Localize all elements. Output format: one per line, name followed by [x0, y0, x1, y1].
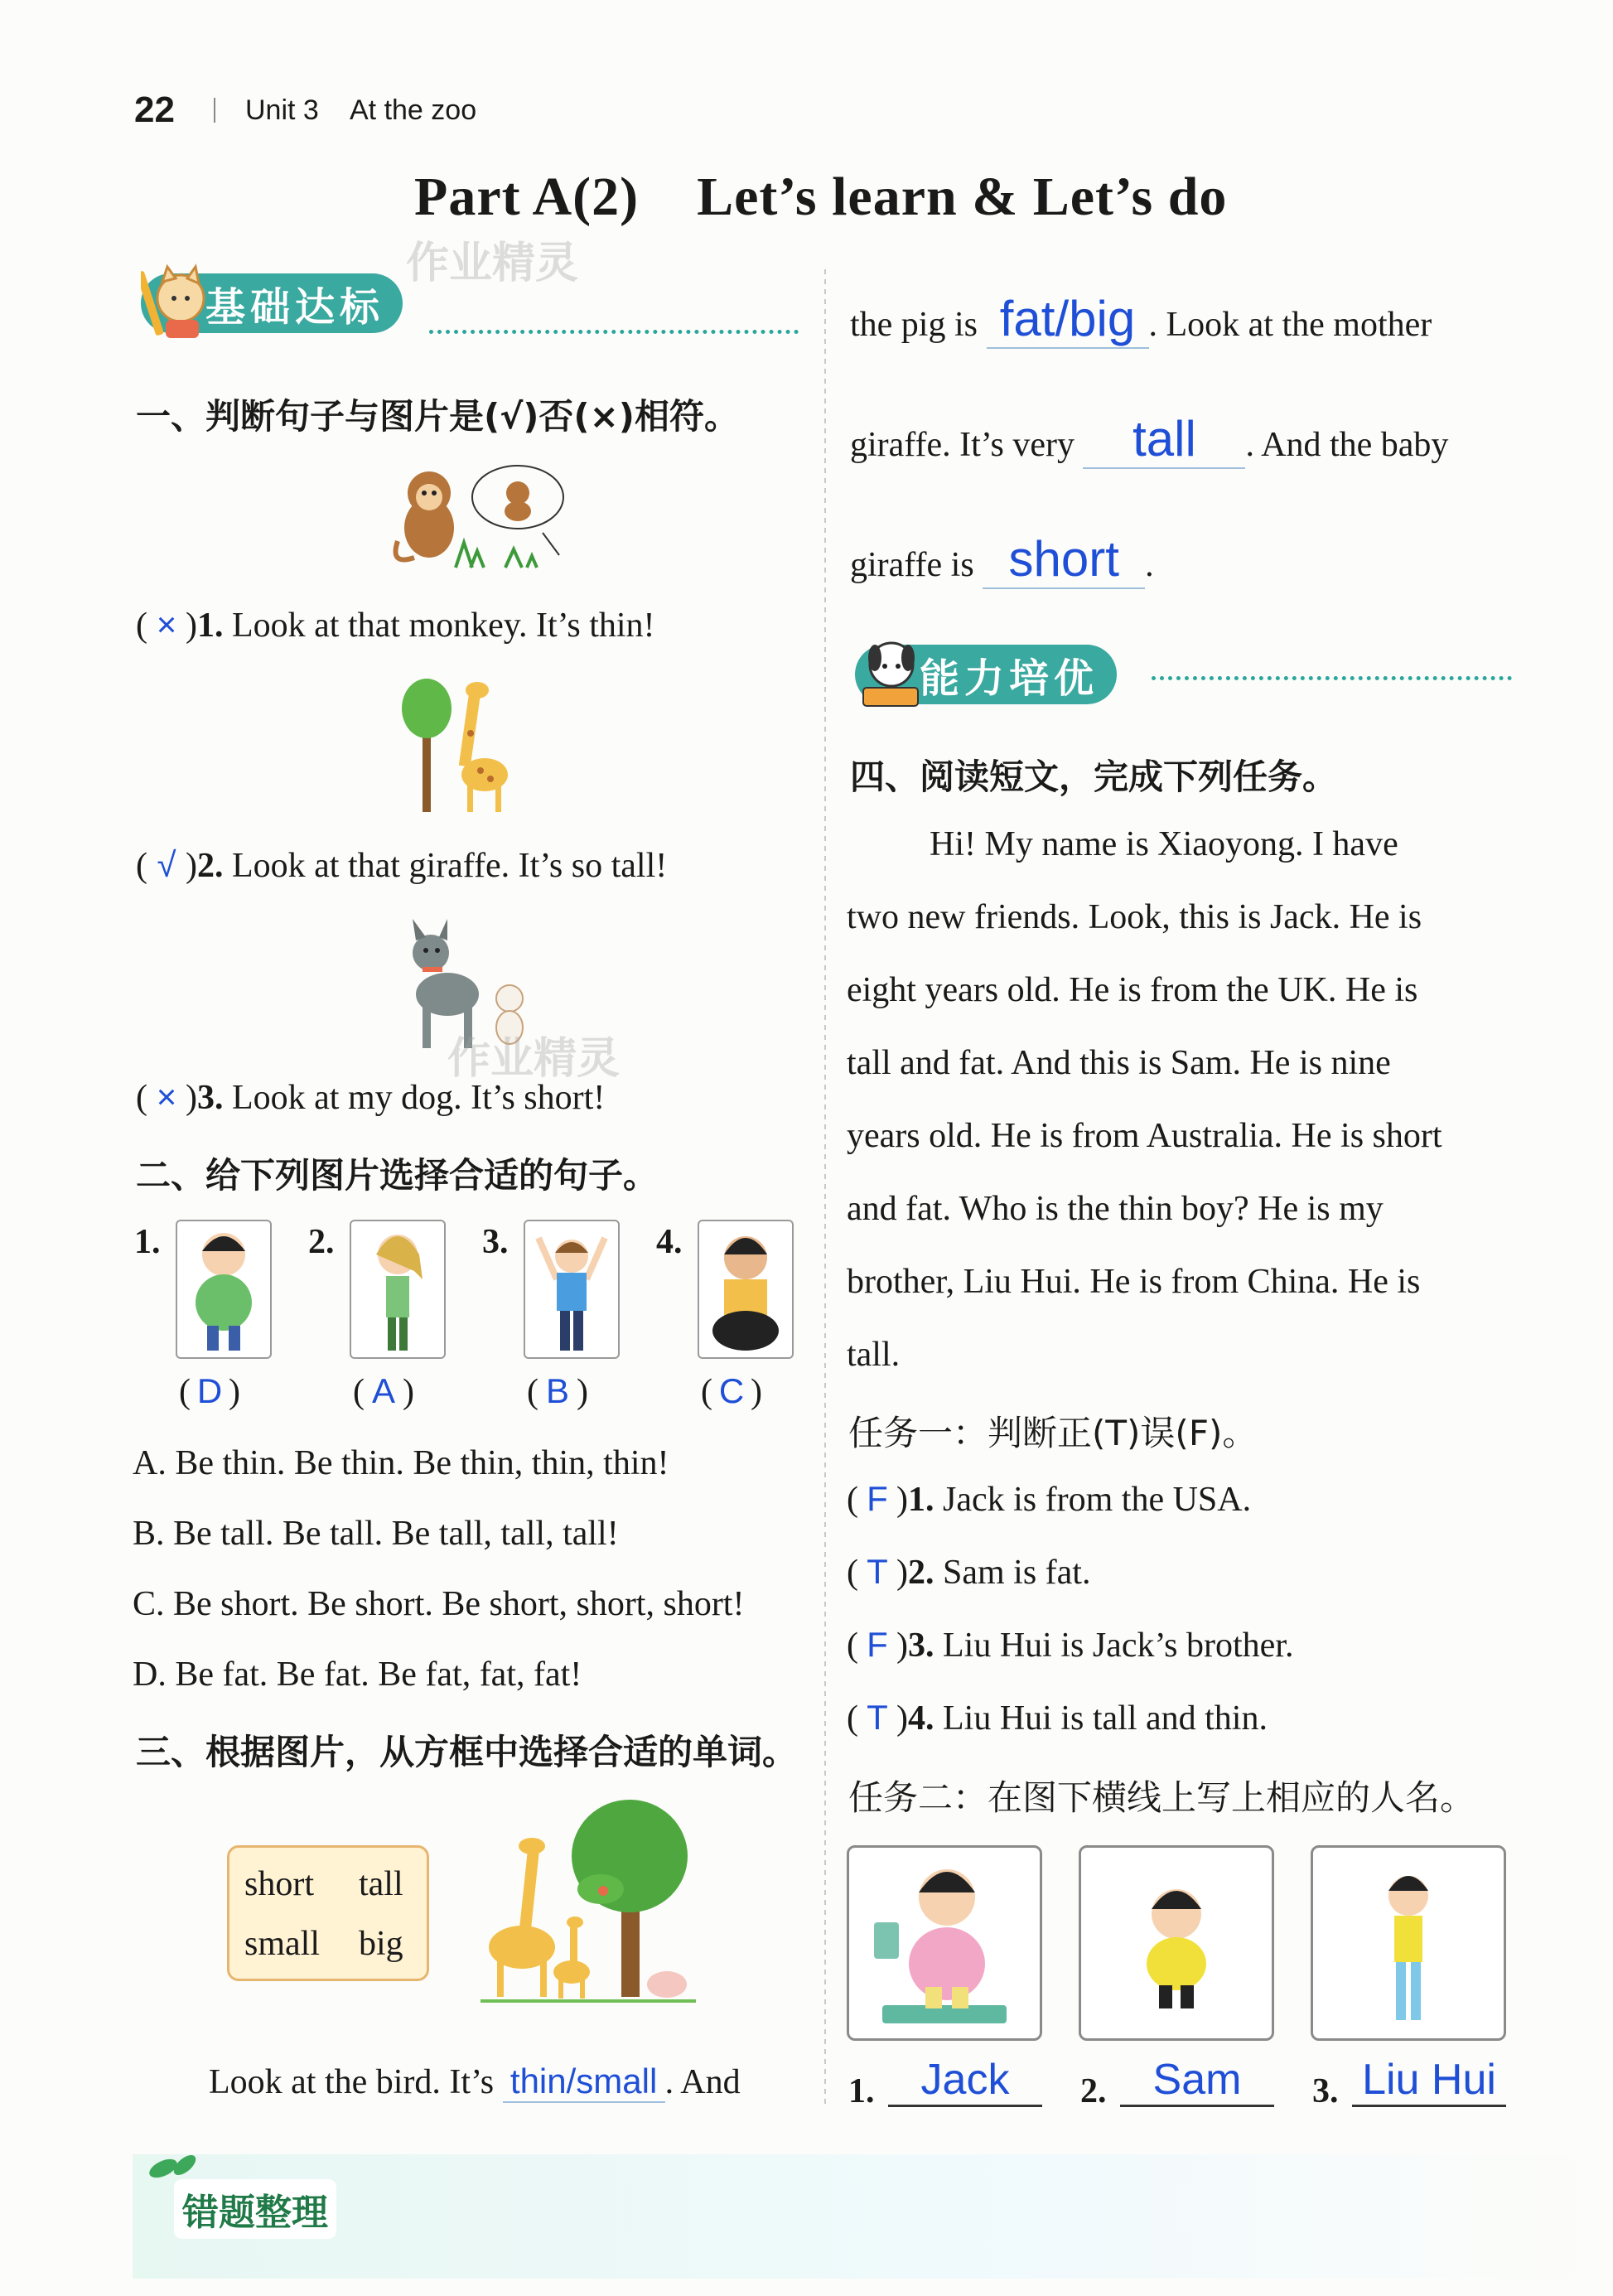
word-short: short — [244, 1865, 314, 1903]
task2-num-2: 2. — [1080, 2072, 1107, 2110]
task2-picture-2 — [1079, 1845, 1274, 2041]
q3-answer-bird: thin/small — [503, 2062, 665, 2103]
task1-num-3: 3. — [908, 1627, 934, 1665]
short-boy-icon — [699, 1221, 792, 1357]
q3-s1-text: Look at the bird. It’s — [209, 2063, 495, 2101]
pig-icon — [647, 1971, 687, 1998]
q1-num-3: 3. — [197, 1079, 224, 1117]
passage-line-3: eight years old. He is from the UK. He is — [847, 971, 1418, 1009]
q2-picture-2 — [350, 1220, 446, 1359]
q3-s2-post: . Look at the mother — [1148, 306, 1432, 344]
title-part: Part A(2) — [414, 167, 640, 227]
q1-num-2: 2. — [197, 847, 224, 885]
word-big: big — [359, 1925, 403, 1963]
q3-s4-post: . — [1145, 546, 1154, 584]
word-tall: tall — [359, 1865, 403, 1903]
q3-s1-post: . And — [664, 2063, 741, 2101]
q1-heading: 一、判断句子与图片是(√)否(×)相符。 — [136, 396, 739, 437]
task1-item-1: ( F )1. Jack is from the USA. — [847, 1479, 1252, 1519]
q2-option-d: D. Be fat. Be fat. Be fat, fat, fat! — [133, 1656, 582, 1694]
unit-label: Unit 3 — [245, 94, 319, 126]
passage-line-4: tall and fat. And this is Sam. He is nine — [847, 1044, 1391, 1082]
dotted-rule — [429, 330, 799, 334]
q4-heading: 四、阅读短文，完成下列任务。 — [850, 756, 1338, 797]
task1-answer-2: T — [867, 1552, 888, 1591]
tall-boy-icon — [525, 1221, 618, 1357]
q2-num-2: 2. — [308, 1223, 335, 1261]
section-badge-basic — [141, 273, 403, 333]
task1-item-2: ( T )2. Sam is fat. — [847, 1552, 1091, 1592]
q1-answer-2: √ — [157, 845, 176, 884]
passage-line-5: years old. He is from Australia. He is short — [847, 1117, 1442, 1155]
q1-text-3: Look at my dog. It’s short! — [232, 1079, 606, 1117]
q2-num-3: 3. — [482, 1223, 509, 1261]
q3-sentence-3 — [850, 410, 1448, 469]
passage-line-2: two new friends. Look, this is Jack. He is — [847, 898, 1422, 936]
task1-text-3: Liu Hui is Jack’s brother. — [943, 1627, 1294, 1665]
section-badge-advanced — [855, 645, 1117, 704]
q3-answer-pig: fat/big — [987, 290, 1149, 349]
task1-num-4: 4. — [908, 1699, 934, 1738]
bird-icon — [598, 1886, 608, 1896]
q3-sentence-1 — [209, 2062, 741, 2103]
q3-heading: 三、根据图片，从方框中选择合适的单词。 — [136, 1732, 798, 1772]
page-number: 22 — [134, 89, 175, 130]
q3-s3-text: giraffe. It’s very — [850, 426, 1075, 464]
q2-answer-3: ( B ) — [527, 1371, 588, 1411]
task2-picture-3 — [1311, 1845, 1506, 2041]
q1-item-1: ( × )1. Look at that monkey. It’s thin! — [136, 605, 655, 645]
giraffe-tree-picture — [398, 675, 522, 816]
task1-answer-3: F — [867, 1625, 888, 1664]
badge-basic-label: 基础达标 — [205, 283, 385, 331]
page-title — [414, 166, 1227, 229]
column-divider — [824, 269, 826, 2109]
q1-item-3: ( × )3. Look at my dog. It’s short! — [136, 1077, 606, 1117]
word-small: small — [244, 1925, 320, 1963]
task1-answer-4: T — [867, 1698, 888, 1737]
zoo-scene-picture — [464, 1798, 704, 2005]
footer-band — [133, 2154, 1607, 2279]
mistake-review-label: 错题整理 — [174, 2179, 336, 2239]
q2-answer-4-value: C — [718, 1371, 745, 1410]
short-fat-boy-icon — [1081, 1848, 1272, 2038]
watermark: 作业精灵 — [447, 1034, 621, 1084]
task1-num-2: 2. — [908, 1554, 934, 1592]
q1-num-1: 1. — [197, 607, 224, 645]
fat-boy-icon — [177, 1221, 270, 1357]
watermark: 作业精灵 — [406, 239, 579, 288]
boy-on-scale-icon — [849, 1848, 1040, 2038]
q2-picture-4 — [698, 1220, 794, 1359]
q2-answer-2-value: A — [371, 1371, 395, 1410]
q1-item-2: ( √ )2. Look at that giraffe. It’s so tall! — [136, 845, 668, 885]
word-box — [227, 1845, 429, 1981]
task1-item-4: ( T )4. Liu Hui is tall and thin. — [847, 1698, 1268, 1738]
header-separator — [214, 98, 215, 123]
dog-book-icon — [855, 633, 926, 713]
monkey-picture — [381, 460, 572, 576]
dotted-rule — [1152, 676, 1512, 680]
q2-answer-3-value: B — [545, 1371, 569, 1410]
task2-num-1: 1. — [848, 2072, 875, 2110]
q1-answer-1: × — [156, 605, 177, 644]
q3-s2-text: the pig is — [850, 306, 978, 344]
task2-picture-1 — [847, 1845, 1042, 2041]
q2-answer-4: ( C ) — [701, 1371, 762, 1411]
passage-line-7: brother, Liu Hui. He is from China. He is — [847, 1263, 1421, 1301]
q2-option-b: B. Be tall. Be tall. Be tall, tall, tall! — [133, 1515, 619, 1553]
task1-text-2: Sam is fat. — [943, 1554, 1091, 1592]
task2-answer-3: Liu Hui — [1352, 2055, 1506, 2107]
task1-answer-1: F — [867, 1479, 888, 1518]
q3-answer-baby-giraffe: short — [983, 530, 1145, 589]
task1-text-1: Jack is from the USA. — [943, 1481, 1252, 1519]
q2-picture-1 — [176, 1220, 272, 1359]
q3-s4-text: giraffe is — [850, 546, 974, 584]
q2-num-4: 4. — [656, 1223, 683, 1261]
q3-s3-post: . And the baby — [1245, 426, 1449, 464]
unit-topic: At the zoo — [350, 94, 477, 126]
tall-thin-boy-icon — [1313, 1848, 1504, 2038]
leaf-icon — [145, 2150, 203, 2183]
q2-picture-3 — [524, 1220, 620, 1359]
q1-text-2: Look at that giraffe. It’s so tall! — [232, 847, 668, 885]
task2-answer-1: Jack — [888, 2055, 1042, 2107]
passage-line-8: tall. — [847, 1336, 901, 1374]
reading-passage — [847, 808, 1518, 1391]
task2-answer-2: Sam — [1120, 2055, 1274, 2107]
q2-option-c: C. Be short. Be short. Be short, short, short! — [133, 1585, 745, 1623]
badge-basic — [141, 273, 403, 333]
q2-answer-1: ( D ) — [179, 1371, 240, 1411]
passage-line-1: Hi! My name is Xiaoyong. I have — [930, 825, 1398, 863]
q1-answer-3: × — [156, 1077, 177, 1116]
thin-girl-icon — [351, 1221, 444, 1357]
q2-num-1: 1. — [134, 1223, 161, 1261]
q3-answer-mother-giraffe: tall — [1083, 410, 1245, 469]
task1-num-1: 1. — [908, 1481, 934, 1519]
q2-answer-2: ( A ) — [353, 1371, 414, 1411]
passage-line-6: and fat. Who is the thin boy? He is my — [847, 1190, 1384, 1228]
q2-answer-1-value: D — [196, 1371, 223, 1410]
task1-item-3: ( F )3. Liu Hui is Jack’s brother. — [847, 1625, 1294, 1665]
task2-num-3: 3. — [1312, 2072, 1339, 2110]
title-subtitle: Let’s learn & Let’s do — [697, 167, 1228, 227]
task1-text-4: Liu Hui is tall and thin. — [943, 1699, 1268, 1738]
q3-sentence-2 — [850, 290, 1432, 349]
q3-sentence-4 — [850, 530, 1154, 589]
badge-advanced — [855, 645, 1117, 704]
q1-text-1: Look at that monkey. It’s thin! — [232, 607, 655, 645]
cat-pencil-icon — [141, 262, 212, 341]
task2-heading: 任务二：在图下横线上写上相应的人名。 — [848, 1777, 1475, 1818]
q2-option-a: A. Be thin. Be thin. Be thin, thin, thin! — [133, 1444, 669, 1482]
task1-heading: 任务一：判断正(T)误(F)。 — [848, 1413, 1258, 1453]
q2-heading: 二、给下列图片选择合适的句子。 — [136, 1155, 659, 1196]
badge-advanced-label: 能力培优 — [920, 655, 1099, 702]
